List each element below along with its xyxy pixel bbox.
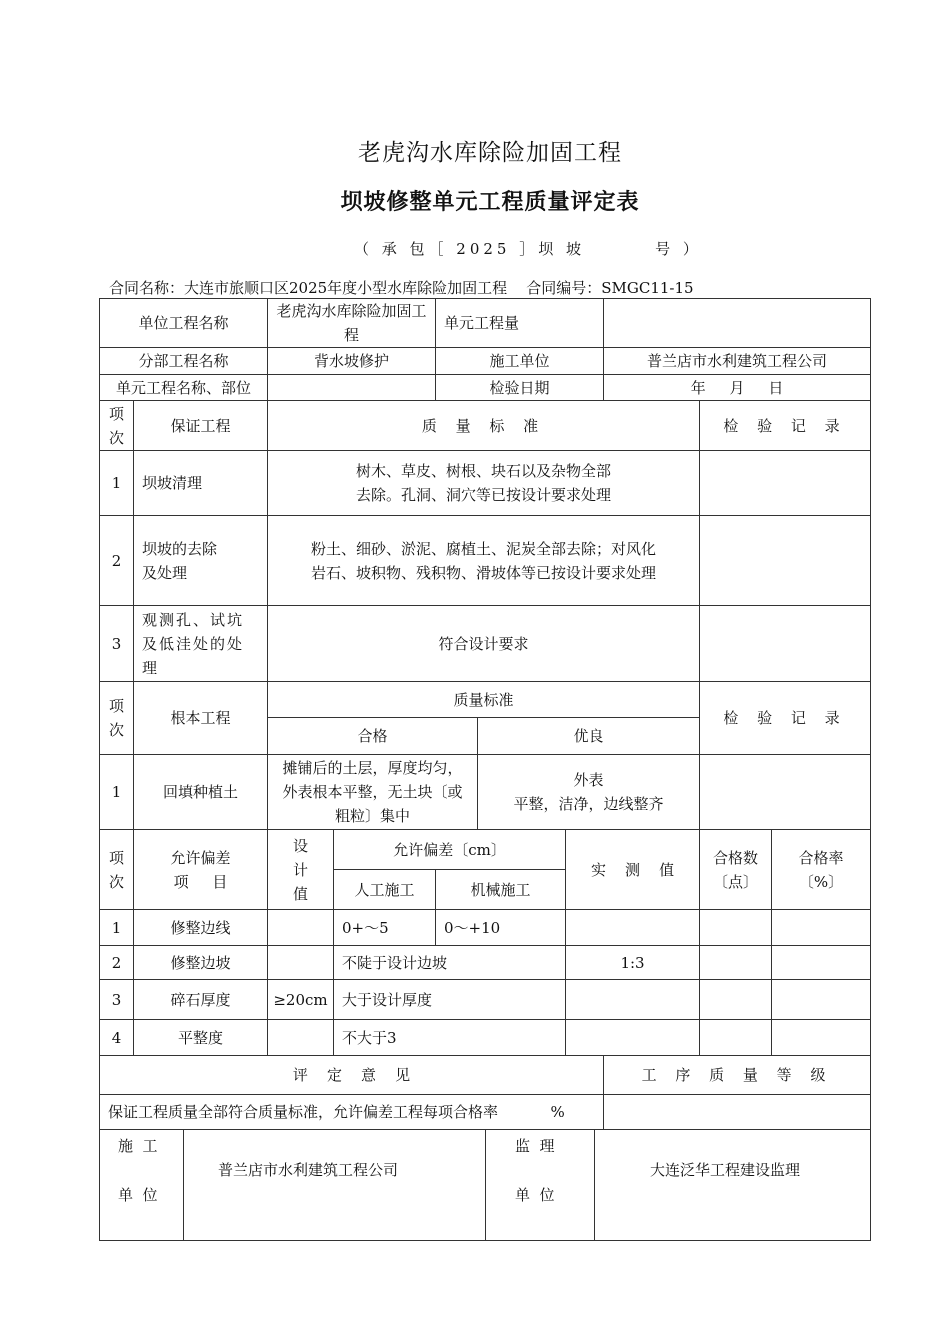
dev-row-no: 4 bbox=[100, 1020, 134, 1056]
guarantee-col-item: 保证工程 bbox=[134, 401, 268, 451]
basic-row-item: 回填种植土 bbox=[134, 755, 268, 830]
dev-row-pass-count bbox=[700, 1020, 772, 1056]
guarantee-col-standard: 质 量 标 准 bbox=[268, 401, 700, 451]
guarantee-row-item: 坝坡清理 bbox=[134, 451, 268, 516]
dev-row-pass-count bbox=[700, 980, 772, 1020]
guarantee-row-record bbox=[700, 451, 871, 516]
basic-row-record bbox=[700, 755, 871, 830]
supervision-unit-label-1: 监 理 bbox=[515, 1137, 555, 1155]
dev-row-no: 3 bbox=[100, 980, 134, 1020]
basic-row-no: 1 bbox=[100, 755, 134, 830]
guarantee-row-record bbox=[700, 606, 871, 682]
dev-row-pass-rate bbox=[772, 910, 871, 946]
element-qty-value bbox=[604, 299, 871, 348]
basic-row-excellent bbox=[478, 755, 700, 830]
excellent-line: 平整，洁净，边线整齐 bbox=[513, 795, 664, 813]
opinion-label: 评 定 意 见 bbox=[100, 1056, 604, 1095]
dev-col-item-line: 允许偏差 bbox=[170, 848, 231, 867]
guarantee-row-record bbox=[700, 516, 871, 606]
dev-row-item: 修整边坡 bbox=[134, 946, 268, 980]
item-line: 坝坡的去除 bbox=[142, 539, 218, 558]
dev-row-allow: 不大于3 bbox=[334, 1020, 566, 1056]
dev-row-design: ≥20cm bbox=[268, 980, 334, 1020]
sub-project-label: 分部工程名称 bbox=[100, 348, 268, 375]
dev-col-pass-count: 合格数〔点〕 bbox=[700, 830, 772, 910]
guarantee-row-standard bbox=[268, 451, 700, 516]
form-number: （ 承 包［ 2025 ］坝 坡 号 ） bbox=[354, 240, 702, 258]
guarantee-row-standard bbox=[268, 516, 700, 606]
dev-col-allow: 允许偏差〔cm〕 bbox=[334, 830, 566, 870]
guarantee-col-no: 项次 bbox=[100, 401, 134, 451]
dev-row-measured: 1:3 bbox=[566, 946, 700, 980]
element-name-value bbox=[268, 375, 436, 401]
standard-line: 树木、草皮、树根、块石以及杂物全部 bbox=[356, 462, 612, 480]
dev-row-item: 平整度 bbox=[134, 1020, 268, 1056]
dev-row-manual: 0+～5 bbox=[334, 910, 436, 946]
evaluation-table bbox=[99, 298, 871, 1241]
contractor-label: 施工单位 bbox=[436, 348, 604, 375]
grade-label: 工 序 质 量 等 级 bbox=[604, 1056, 871, 1095]
item-line: 及处理 bbox=[142, 563, 188, 582]
basic-col-record: 检 验 记 录 bbox=[700, 682, 871, 755]
item-line: 理 bbox=[142, 658, 160, 677]
basic-col-item: 根本工程 bbox=[134, 682, 268, 755]
pass-line: 摊铺后的土层，厚度均匀， bbox=[282, 759, 463, 777]
dev-row-measured bbox=[566, 980, 700, 1020]
dev-row-design bbox=[268, 1020, 334, 1056]
dev-row-item: 碎石厚度 bbox=[134, 980, 268, 1020]
item-line: 观测孔、试坑 bbox=[142, 610, 245, 629]
dev-row-pass-rate bbox=[772, 1020, 871, 1056]
dev-col-measured: 实 测 值 bbox=[566, 830, 700, 910]
basic-col-no: 项次 bbox=[100, 682, 134, 755]
dev-col-item bbox=[134, 830, 268, 910]
contractor-value: 普兰店市水利建筑工程公司 bbox=[604, 348, 871, 375]
guarantee-row-no: 2 bbox=[100, 516, 134, 606]
supervision-unit-value: 大连泛华工程建设监理 bbox=[650, 1161, 801, 1179]
dev-row-design bbox=[268, 910, 334, 946]
inspect-date-label: 检验日期 bbox=[436, 375, 604, 401]
guarantee-row-no: 1 bbox=[100, 451, 134, 516]
element-name-label: 单元工程名称、部位 bbox=[100, 375, 268, 401]
basic-col-standard: 质量标准 bbox=[268, 682, 700, 718]
dev-row-machine: 0～+10 bbox=[436, 910, 566, 946]
guarantee-col-record: 检 验 记 录 bbox=[700, 401, 871, 451]
dev-row-pass-rate bbox=[772, 980, 871, 1020]
dev-row-item: 修整边线 bbox=[134, 910, 268, 946]
guarantee-row-item bbox=[134, 516, 268, 606]
standard-line: 去除。孔洞、洞穴等已按设计要求处理 bbox=[356, 486, 612, 504]
contract-line: 合同名称：大连市旅顺口区2025年度小型水库除险加固工程 合同编号：SMGC11-15 bbox=[109, 279, 694, 297]
unit-project-label: 单位工程名称 bbox=[100, 299, 268, 348]
form-title: 坝坡修整单元工程质量评定表 bbox=[340, 190, 640, 215]
grade-value bbox=[604, 1095, 871, 1130]
dev-row-no: 2 bbox=[100, 946, 134, 980]
document-title: 老虎沟水库除险加固工程 bbox=[358, 140, 622, 166]
dev-col-machine: 机械施工 bbox=[436, 870, 566, 910]
dev-row-design bbox=[268, 946, 334, 980]
basic-col-pass: 合格 bbox=[268, 718, 478, 755]
pass-line: 粗粒〕集中 bbox=[335, 807, 411, 825]
dev-col-no: 项次 bbox=[100, 830, 134, 910]
dev-row-allow: 不陡于设计边坡 bbox=[334, 946, 566, 980]
dev-row-measured bbox=[566, 910, 700, 946]
inspect-date-value: 年 月 日 bbox=[604, 375, 871, 401]
dev-row-no: 1 bbox=[100, 910, 134, 946]
dev-row-measured bbox=[566, 1020, 700, 1056]
excellent-line: 外表 bbox=[573, 771, 604, 789]
construction-unit-label-2: 单 位 bbox=[118, 1186, 158, 1204]
unit-project-value: 老虎沟水库除险加固工程 bbox=[268, 299, 436, 348]
dev-row-allow: 大于设计厚度 bbox=[334, 980, 566, 1020]
guarantee-row-no: 3 bbox=[100, 606, 134, 682]
guarantee-row-standard: 符合设计要求 bbox=[268, 606, 700, 682]
guarantee-row-item bbox=[134, 606, 268, 682]
dev-row-pass-rate bbox=[772, 946, 871, 980]
basic-col-excellent: 优良 bbox=[478, 718, 700, 755]
sub-project-value: 背水坡修护 bbox=[268, 348, 436, 375]
opinion-text: 保证工程质量全部符合质量标准，允许偏差工程每项合格率 % bbox=[100, 1095, 604, 1130]
dev-col-pass-rate: 合格率〔%〕 bbox=[772, 830, 871, 910]
pass-line: 外表根本平整，无土块〔或 bbox=[282, 783, 463, 801]
signature-row bbox=[100, 1130, 871, 1241]
dev-row-pass-count bbox=[700, 910, 772, 946]
dev-col-item-line: 项 目 bbox=[173, 872, 228, 891]
supervision-unit-label-2: 单 位 bbox=[515, 1186, 555, 1204]
standard-line: 岩石、坡积物、残积物、滑坡体等已按设计要求处理 bbox=[311, 563, 657, 582]
standard-line: 粉土、细砂、淤泥、腐植土、泥炭全部去除；对风化 bbox=[311, 539, 657, 558]
basic-row-pass bbox=[268, 755, 478, 830]
item-line: 及低洼处的处 bbox=[142, 634, 245, 653]
construction-unit-value: 普兰店市水利建筑工程公司 bbox=[218, 1161, 399, 1179]
element-qty-label: 单元工程量 bbox=[436, 299, 604, 348]
construction-unit-label-1: 施 工 bbox=[118, 1137, 158, 1155]
dev-row-pass-count bbox=[700, 946, 772, 980]
dev-col-design: 设计值 bbox=[268, 830, 334, 910]
dev-col-manual: 人工施工 bbox=[334, 870, 436, 910]
